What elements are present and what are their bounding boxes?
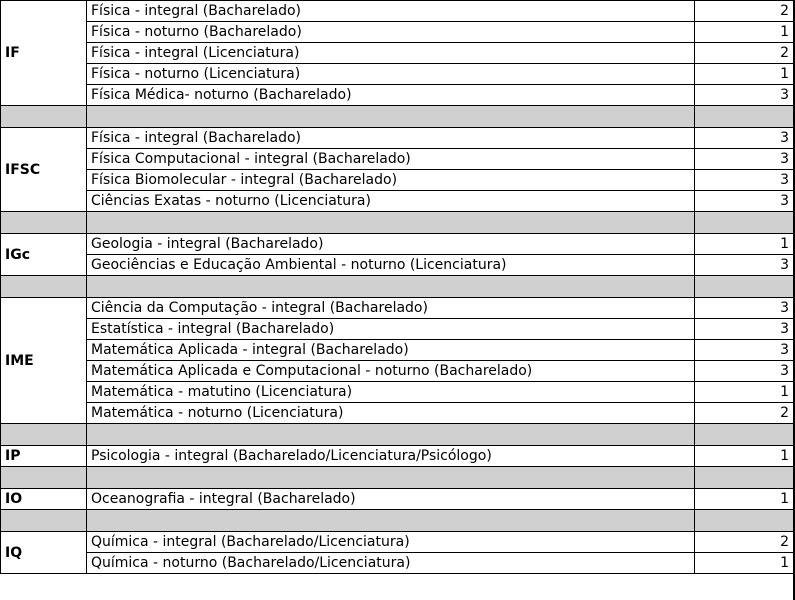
count-cell[interactable]: 1 (695, 64, 794, 85)
separator-cell[interactable] (695, 212, 794, 234)
table-row (1, 170, 794, 191)
course-cell[interactable]: Ciência da Computação - integral (Bacharelado) (87, 298, 695, 319)
separator-cell[interactable] (695, 467, 794, 489)
count-cell[interactable]: 3 (695, 340, 794, 361)
separator-row (1, 212, 794, 234)
course-cell[interactable]: Física Biomolecular - integral (Bacharelado) (87, 170, 695, 191)
table-row (1, 489, 794, 510)
separator-row (1, 467, 794, 489)
count-cell[interactable]: 2 (695, 403, 794, 424)
course-cell[interactable]: Física - integral (Bacharelado) (87, 1, 695, 22)
institute-cell[interactable]: IP (1, 446, 87, 467)
table-row (1, 85, 794, 106)
count-cell[interactable]: 1 (695, 234, 794, 255)
course-cell[interactable]: Física - integral (Licenciatura) (87, 43, 695, 64)
course-cell[interactable]: Física - noturno (Licenciatura) (87, 64, 695, 85)
count-cell[interactable]: 1 (695, 382, 794, 403)
separator-cell[interactable] (1, 510, 87, 532)
table-row (1, 234, 794, 255)
table-row (1, 340, 794, 361)
table-row (1, 191, 794, 212)
course-cell[interactable]: Química - integral (Bacharelado/Licenciatura) (87, 532, 695, 553)
count-cell[interactable]: 3 (695, 255, 794, 276)
count-cell[interactable]: 3 (695, 170, 794, 191)
count-cell[interactable]: 1 (695, 553, 794, 574)
table-row (1, 382, 794, 403)
separator-cell[interactable] (87, 106, 695, 128)
table-row (1, 1, 794, 22)
institute-cell[interactable]: IF (1, 1, 87, 106)
count-cell[interactable]: 3 (695, 149, 794, 170)
course-cell[interactable]: Ciências Exatas - noturno (Licenciatura) (87, 191, 695, 212)
course-cell[interactable]: Geociências e Educação Ambiental - noturno (Licenciatura) (87, 255, 695, 276)
separator-row (1, 106, 794, 128)
table-row (1, 64, 794, 85)
institute-cell[interactable]: IME (1, 298, 87, 424)
course-cell[interactable]: Física - integral (Bacharelado) (87, 128, 695, 149)
separator-cell[interactable] (695, 106, 794, 128)
separator-cell[interactable] (695, 424, 794, 446)
count-cell[interactable]: 3 (695, 85, 794, 106)
course-cell[interactable]: Física Médica- noturno (Bacharelado) (87, 85, 695, 106)
count-cell[interactable]: 3 (695, 319, 794, 340)
institute-cell[interactable]: IQ (1, 532, 87, 574)
count-cell[interactable]: 1 (695, 446, 794, 467)
count-cell[interactable]: 2 (695, 532, 794, 553)
count-cell[interactable]: 1 (695, 22, 794, 43)
table-row (1, 532, 794, 553)
count-cell[interactable]: 3 (695, 298, 794, 319)
table-row (1, 446, 794, 467)
table-row (1, 298, 794, 319)
separator-cell[interactable] (87, 467, 695, 489)
table-row (1, 22, 794, 43)
count-cell[interactable]: 3 (695, 128, 794, 149)
institute-cell[interactable]: IO (1, 489, 87, 510)
separator-cell[interactable] (1, 467, 87, 489)
count-cell[interactable]: 1 (695, 489, 794, 510)
separator-cell[interactable] (695, 510, 794, 532)
course-cell[interactable]: Oceanografia - integral (Bacharelado) (87, 489, 695, 510)
course-cell[interactable]: Física - noturno (Bacharelado) (87, 22, 695, 43)
course-cell[interactable]: Matemática - matutino (Licenciatura) (87, 382, 695, 403)
separator-cell[interactable] (1, 106, 87, 128)
table-row (1, 403, 794, 424)
institute-cell[interactable]: IGc (1, 234, 87, 276)
table-row (1, 319, 794, 340)
count-cell[interactable]: 2 (695, 1, 794, 22)
course-cell[interactable]: Matemática - noturno (Licenciatura) (87, 403, 695, 424)
course-cell[interactable]: Estatística - integral (Bacharelado) (87, 319, 695, 340)
separator-cell[interactable] (87, 212, 695, 234)
course-cell[interactable]: Matemática Aplicada e Computacional - noturno (Bacharelado) (87, 361, 695, 382)
course-cell[interactable]: Matemática Aplicada - integral (Bacharelado) (87, 340, 695, 361)
separator-cell[interactable] (1, 424, 87, 446)
course-cell[interactable]: Psicologia - integral (Bacharelado/Licenciatura/Psicólogo) (87, 446, 695, 467)
separator-cell[interactable] (87, 510, 695, 532)
separator-cell[interactable] (87, 424, 695, 446)
separator-cell[interactable] (1, 276, 87, 298)
table-row (1, 128, 794, 149)
table-row (1, 43, 794, 64)
table-row (1, 149, 794, 170)
table-row (1, 361, 794, 382)
course-cell[interactable]: Geologia - integral (Bacharelado) (87, 234, 695, 255)
separator-cell[interactable] (695, 276, 794, 298)
count-cell[interactable]: 2 (695, 43, 794, 64)
separator-row (1, 276, 794, 298)
separator-cell[interactable] (1, 212, 87, 234)
courses-table-body (1, 1, 794, 574)
separator-row (1, 510, 794, 532)
table-row (1, 553, 794, 574)
separator-cell[interactable] (87, 276, 695, 298)
count-cell[interactable]: 3 (695, 361, 794, 382)
course-cell[interactable]: Física Computacional - integral (Bacharelado) (87, 149, 695, 170)
count-cell[interactable]: 3 (695, 191, 794, 212)
table-row (1, 255, 794, 276)
institute-cell[interactable]: IFSC (1, 128, 87, 212)
course-cell[interactable]: Química - noturno (Bacharelado/Licenciatura) (87, 553, 695, 574)
separator-row (1, 424, 794, 446)
